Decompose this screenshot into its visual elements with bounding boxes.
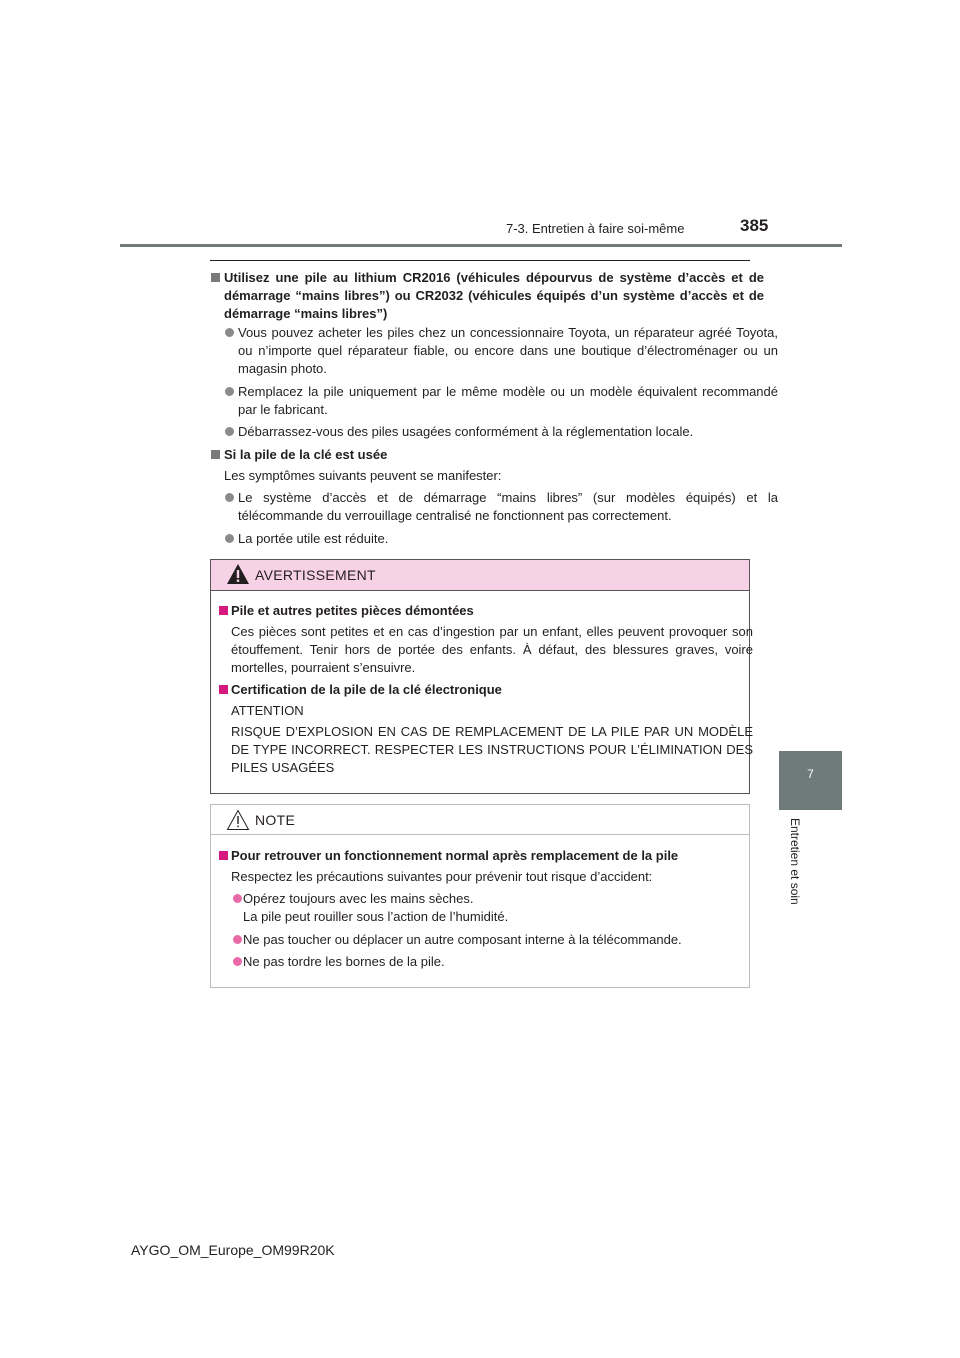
round-bullet-icon: [225, 493, 234, 502]
warning-text-certification: RISQUE D’EXPLOSION EN CAS DE REMPLACEMENT DE LA PILE PAR UN MODÈLE DE TYPE INCORRECT. RESPECTER LES INSTRUCTIONS POUR L’ÉLIMINATION DES PILES USAGÉES: [231, 724, 753, 775]
chapter-tab: [779, 751, 842, 810]
chapter-label-container: [780, 818, 810, 938]
round-bullet-icon: [225, 328, 234, 337]
list-item: Vous pouvez acheter les piles chez un concessionnaire Toyota, un réparateur agréé Toyota, ou n’importe quel réparateur fiable, ou encore dans une boutique d’électroménager ou un magasin photo.: [210, 324, 778, 378]
page-number: 385: [740, 216, 769, 235]
square-bullet-icon: [211, 273, 220, 282]
note-title: NOTE: [255, 812, 296, 828]
note-box: [210, 804, 750, 988]
battery-type-heading: Utilisez une pile au lithium CR2016 (véhicules dépourvus de système d’accès et de démarrage “mains libres”) ou CR2032 (véhicules équipés d’un système d’accès et de démarrage “mains libres”): [210, 269, 764, 323]
content-divider: [210, 260, 750, 261]
list-item: Opérez toujours avec les mains sèches. La pile peut rouiller sous l’action de l’humidité.: [219, 890, 765, 926]
list-item: Ne pas tordre les bornes de la pile.: [219, 953, 765, 971]
square-bullet-icon: [219, 606, 228, 615]
list-item: Débarrassez-vous des piles usagées conformément à la réglementation locale.: [210, 423, 778, 441]
warning-attention-label: ATTENTION: [231, 703, 304, 718]
list-item: Le système d’accès et de démarrage “mains libres” (sur modèles équipés) et la télécommande du verrouillage centralisé ne fonctionnent pas correctement.: [210, 489, 778, 525]
chapter-label: Entretien et soin: [788, 818, 802, 905]
note-intro: Respectez les précautions suivantes pour prévenir tout risque d’accident:: [231, 869, 653, 884]
list-item: Remplacez la pile uniquement par le même modèle ou un modèle équivalent recommandé par le fabricant.: [210, 383, 778, 419]
warning-title: AVERTISSEMENT: [255, 567, 376, 583]
header-divider: [120, 244, 842, 247]
round-bullet-icon: [225, 534, 234, 543]
round-bullet-icon: [233, 894, 242, 903]
warning-header: [211, 560, 749, 591]
round-bullet-icon: [233, 935, 242, 944]
chapter-number: 7: [807, 767, 814, 781]
round-bullet-icon: [233, 957, 242, 966]
list-item: Ne pas toucher ou déplacer un autre composant interne à la télécommande.: [219, 931, 765, 949]
square-bullet-icon: [211, 450, 220, 459]
list-item: La portée utile est réduite.: [210, 530, 778, 548]
warning-box: [210, 559, 753, 794]
symptoms-intro: Les symptômes suivants peuvent se manifester:: [224, 468, 502, 483]
section-title: 7-3. Entretien à faire soi-même: [506, 221, 685, 236]
warning-text-small-parts: Ces pièces sont petites et en cas d’ingestion par un enfant, elles peuvent provoquer son étouffement. Tenir hors de portée des enfants. À défaut, des blessures graves, voire mortelles, pourraient s’ensuivre.: [231, 624, 753, 675]
note-header: [211, 805, 749, 835]
worn-battery-heading: Si la pile de la clé est usée: [210, 446, 764, 464]
document-code: AYGO_OM_Europe_OM99R20K: [131, 1242, 335, 1258]
warning-triangle-icon: [226, 563, 250, 585]
caution-triangle-outline-icon: [226, 809, 250, 831]
warning-heading-small-parts: Pile et autres petites pièces démontées: [219, 602, 753, 620]
note-heading: Pour retrouver un fonctionnement normal après remplacement de la pile: [219, 847, 753, 865]
round-bullet-icon: [225, 427, 234, 436]
round-bullet-icon: [225, 387, 234, 396]
warning-heading-certification: Certification de la pile de la clé électronique: [219, 681, 753, 699]
square-bullet-icon: [219, 685, 228, 694]
square-bullet-icon: [219, 851, 228, 860]
